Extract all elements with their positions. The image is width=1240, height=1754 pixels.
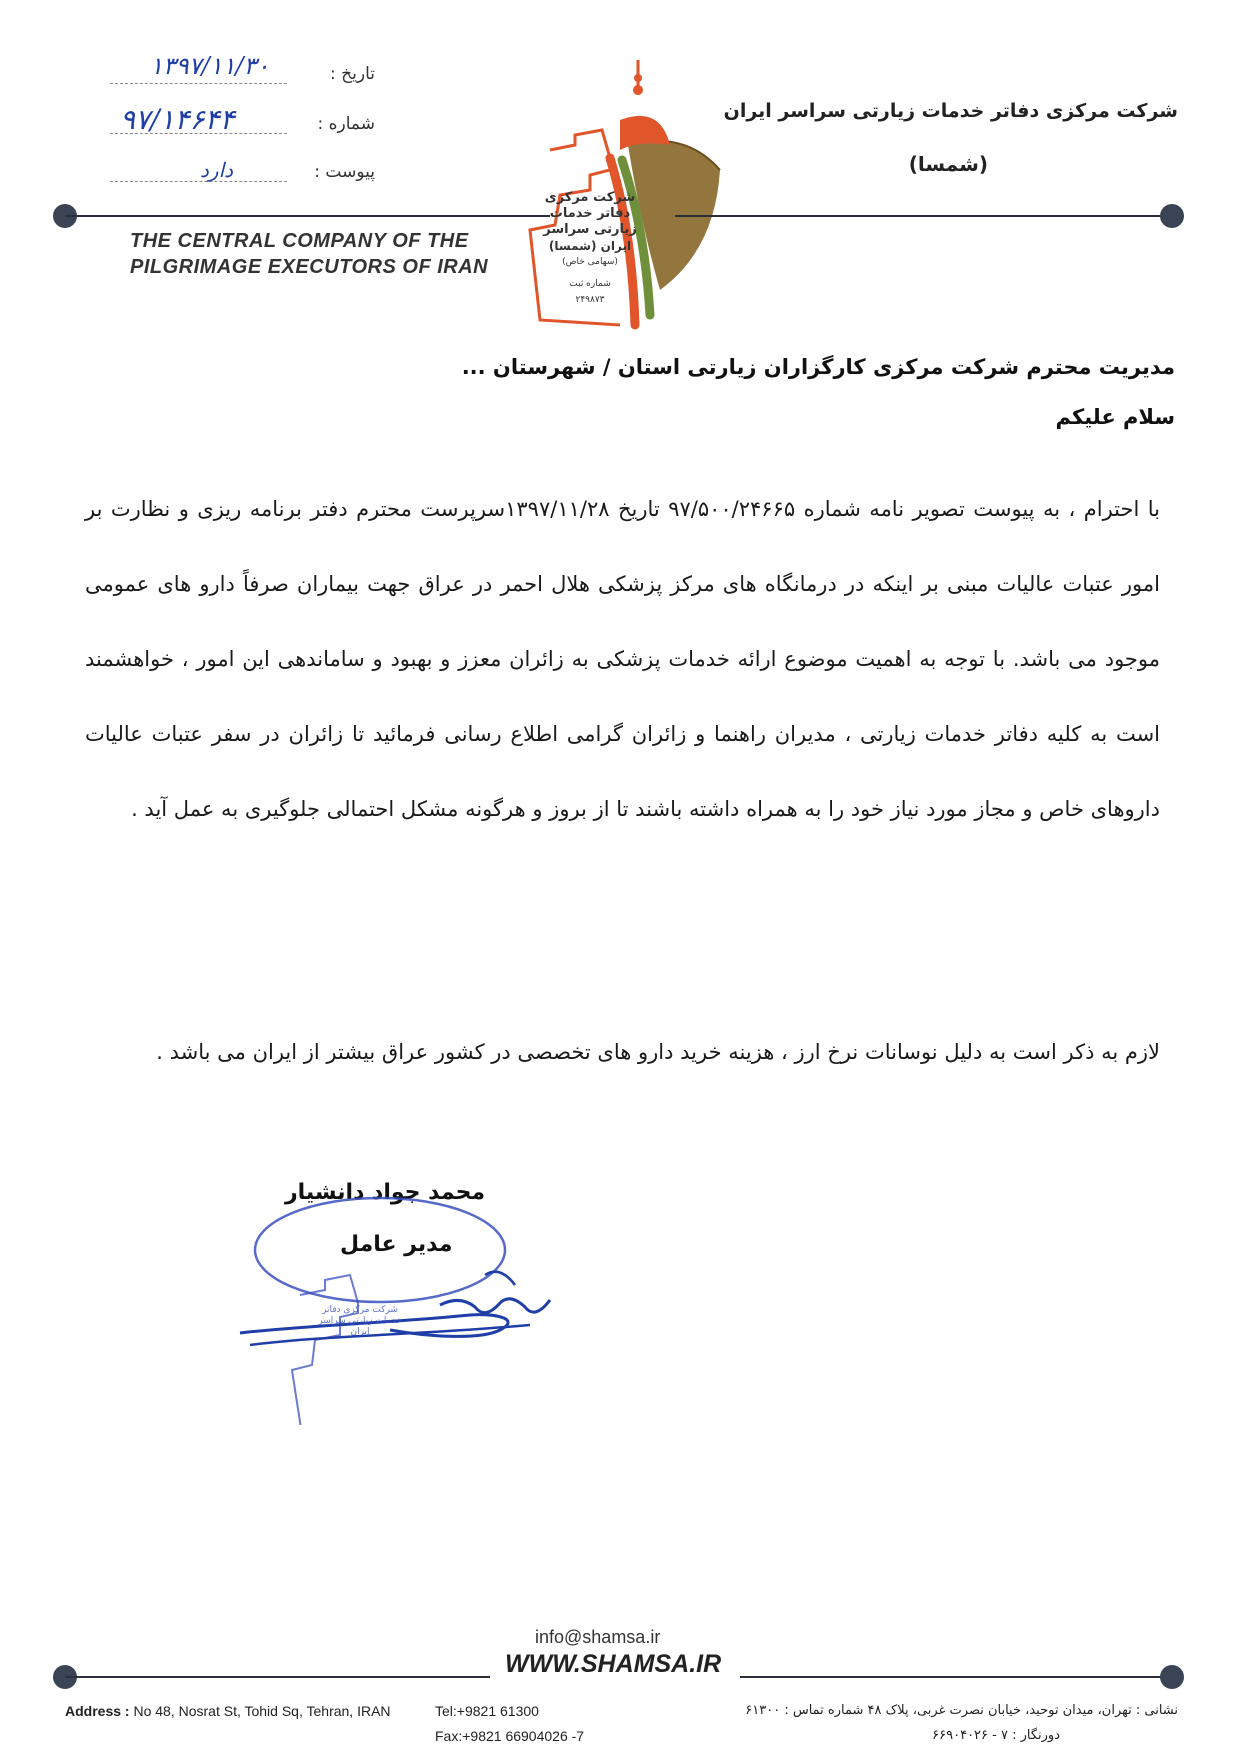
company-name-en bbox=[130, 228, 500, 280]
attachment-field bbox=[110, 158, 375, 188]
logo-text-line: شرکت مرکزی bbox=[544, 190, 636, 205]
attachment-value: دارد bbox=[200, 158, 234, 182]
stamp-text: شرکت مرکزی دفاتر خدمات زیارتی سراسر ایران bbox=[318, 1305, 402, 1337]
address-value: No 48, Nosrat St, Tohid Sq, Tehran, IRAN bbox=[133, 1703, 391, 1719]
number-value: ۹۷/۱۴۶۴۴ bbox=[120, 103, 235, 136]
stamp-graphic bbox=[230, 1195, 580, 1425]
company-name-fa: شرکت مرکزی دفاتر خدمات زیارتی سراسر ایران bbox=[723, 100, 1178, 122]
footer-fax-fa: دورنگار : ۷ - ۶۶۹۰۴۰۲۶ bbox=[932, 1728, 1060, 1743]
company-short-fa: (شمسا) bbox=[908, 152, 988, 176]
recipient-line: مدیریت محترم شرکت مرکزی کارگزاران زیارتی استان / شهرستان ... bbox=[461, 355, 1175, 379]
logo-text-line: زیارتی سراسر bbox=[543, 222, 637, 237]
paragraph-2-text: لازم به ذکر است به دلیل نوسانات نرخ ارز ، هزینه خرید دارو های تخصصی در کشور عراق بیشتر از ایران می باشد . bbox=[156, 1040, 1160, 1064]
header-rule-right bbox=[675, 215, 1175, 217]
footer-tel: Tel:+9821 61300 bbox=[435, 1703, 539, 1719]
attachment-underline bbox=[110, 181, 287, 182]
number-field bbox=[110, 103, 375, 140]
footer-address-fa: نشانی : تهران، میدان توحید، خیابان نصرت غربی، پلاک ۴۸ شماره تماس : ۶۱۳۰۰ bbox=[745, 1703, 1178, 1718]
logo-text-line: شماره ثبت bbox=[569, 279, 611, 289]
footer-fax: Fax:+9821 66904026 -7 bbox=[435, 1728, 585, 1744]
footer-rule-left bbox=[65, 1676, 490, 1678]
greeting: سلام علیکم bbox=[1055, 405, 1175, 429]
address-label: Address : bbox=[65, 1703, 130, 1719]
date-field bbox=[110, 52, 375, 90]
company-name-en-line1: THE CENTRAL COMPANY OF THE bbox=[130, 230, 469, 252]
rule-dot-right bbox=[1160, 204, 1184, 228]
signer-name: محمد جواد دانشیار bbox=[285, 1180, 486, 1205]
date-label: تاریخ : bbox=[330, 64, 375, 84]
footer-dot-right bbox=[1160, 1665, 1184, 1689]
signer-title: مدیر عامل bbox=[340, 1232, 453, 1257]
body-paragraph-2 bbox=[85, 1015, 1160, 1090]
number-label: شماره : bbox=[317, 114, 375, 134]
date-underline bbox=[110, 83, 287, 84]
logo-text-line: ایران (شمسا) bbox=[548, 239, 632, 253]
logo-text-line: ۲۴۹۸۷۳ bbox=[575, 295, 605, 305]
logo-text-line: دفاتر خدمات bbox=[549, 206, 631, 221]
footer-address-en bbox=[65, 1703, 391, 1719]
company-name-en-line2: PILGRIMAGE EXECUTORS OF IRAN bbox=[130, 256, 489, 278]
header-rule-left bbox=[65, 215, 550, 217]
body-paragraph-1 bbox=[85, 472, 1160, 847]
paragraph-1-text: با احترام ، به پیوست تصویر نامه شماره ۹۷/۵۰۰/۲۴۶۶۵ تاریخ ۱۳۹۷/۱۱/۲۸سرپرست محترم دفتر برنامه ریزی و نظارت بر امور عتبات عالیات مبنی بر اینکه در درمانگاه های مرکز پزشکی هلال احمر در عراق جهت بیماران صرفاً دارو های عمومی موجود می باشد. با توجه به اهمیت موضوع ارائه خدمات پزشکی به زائران معزز و بهبود و ساماندهی این امور ، خواهشمند است به کلیه دفاتر خدمات زیارتی ، مدیران راهنما و زائران گرامی اطلاع رسانی فرمائید تا زائران در سفر عتبات عالیات داروهای خاص و مجاز مورد نیاز خود را به همراه داشته باشند تا از بروز و هرگونه مشکل احتمالی جلوگیری به عمل آید . bbox=[85, 497, 1160, 821]
footer-rule-right bbox=[740, 1676, 1175, 1678]
date-value: ۱۳۹۷/۱۱/۳۰ bbox=[150, 52, 270, 80]
logo-text-line: (سهامی خاص) bbox=[562, 257, 618, 267]
company-stamp bbox=[230, 1195, 580, 1425]
footer-email: info@shamsa.ir bbox=[535, 1627, 661, 1647]
logo-text bbox=[535, 190, 645, 308]
footer-website: WWW.SHAMSA.IR bbox=[505, 1650, 722, 1678]
attachment-label: پیوست : bbox=[314, 162, 375, 182]
shamsa-logo bbox=[510, 50, 730, 340]
